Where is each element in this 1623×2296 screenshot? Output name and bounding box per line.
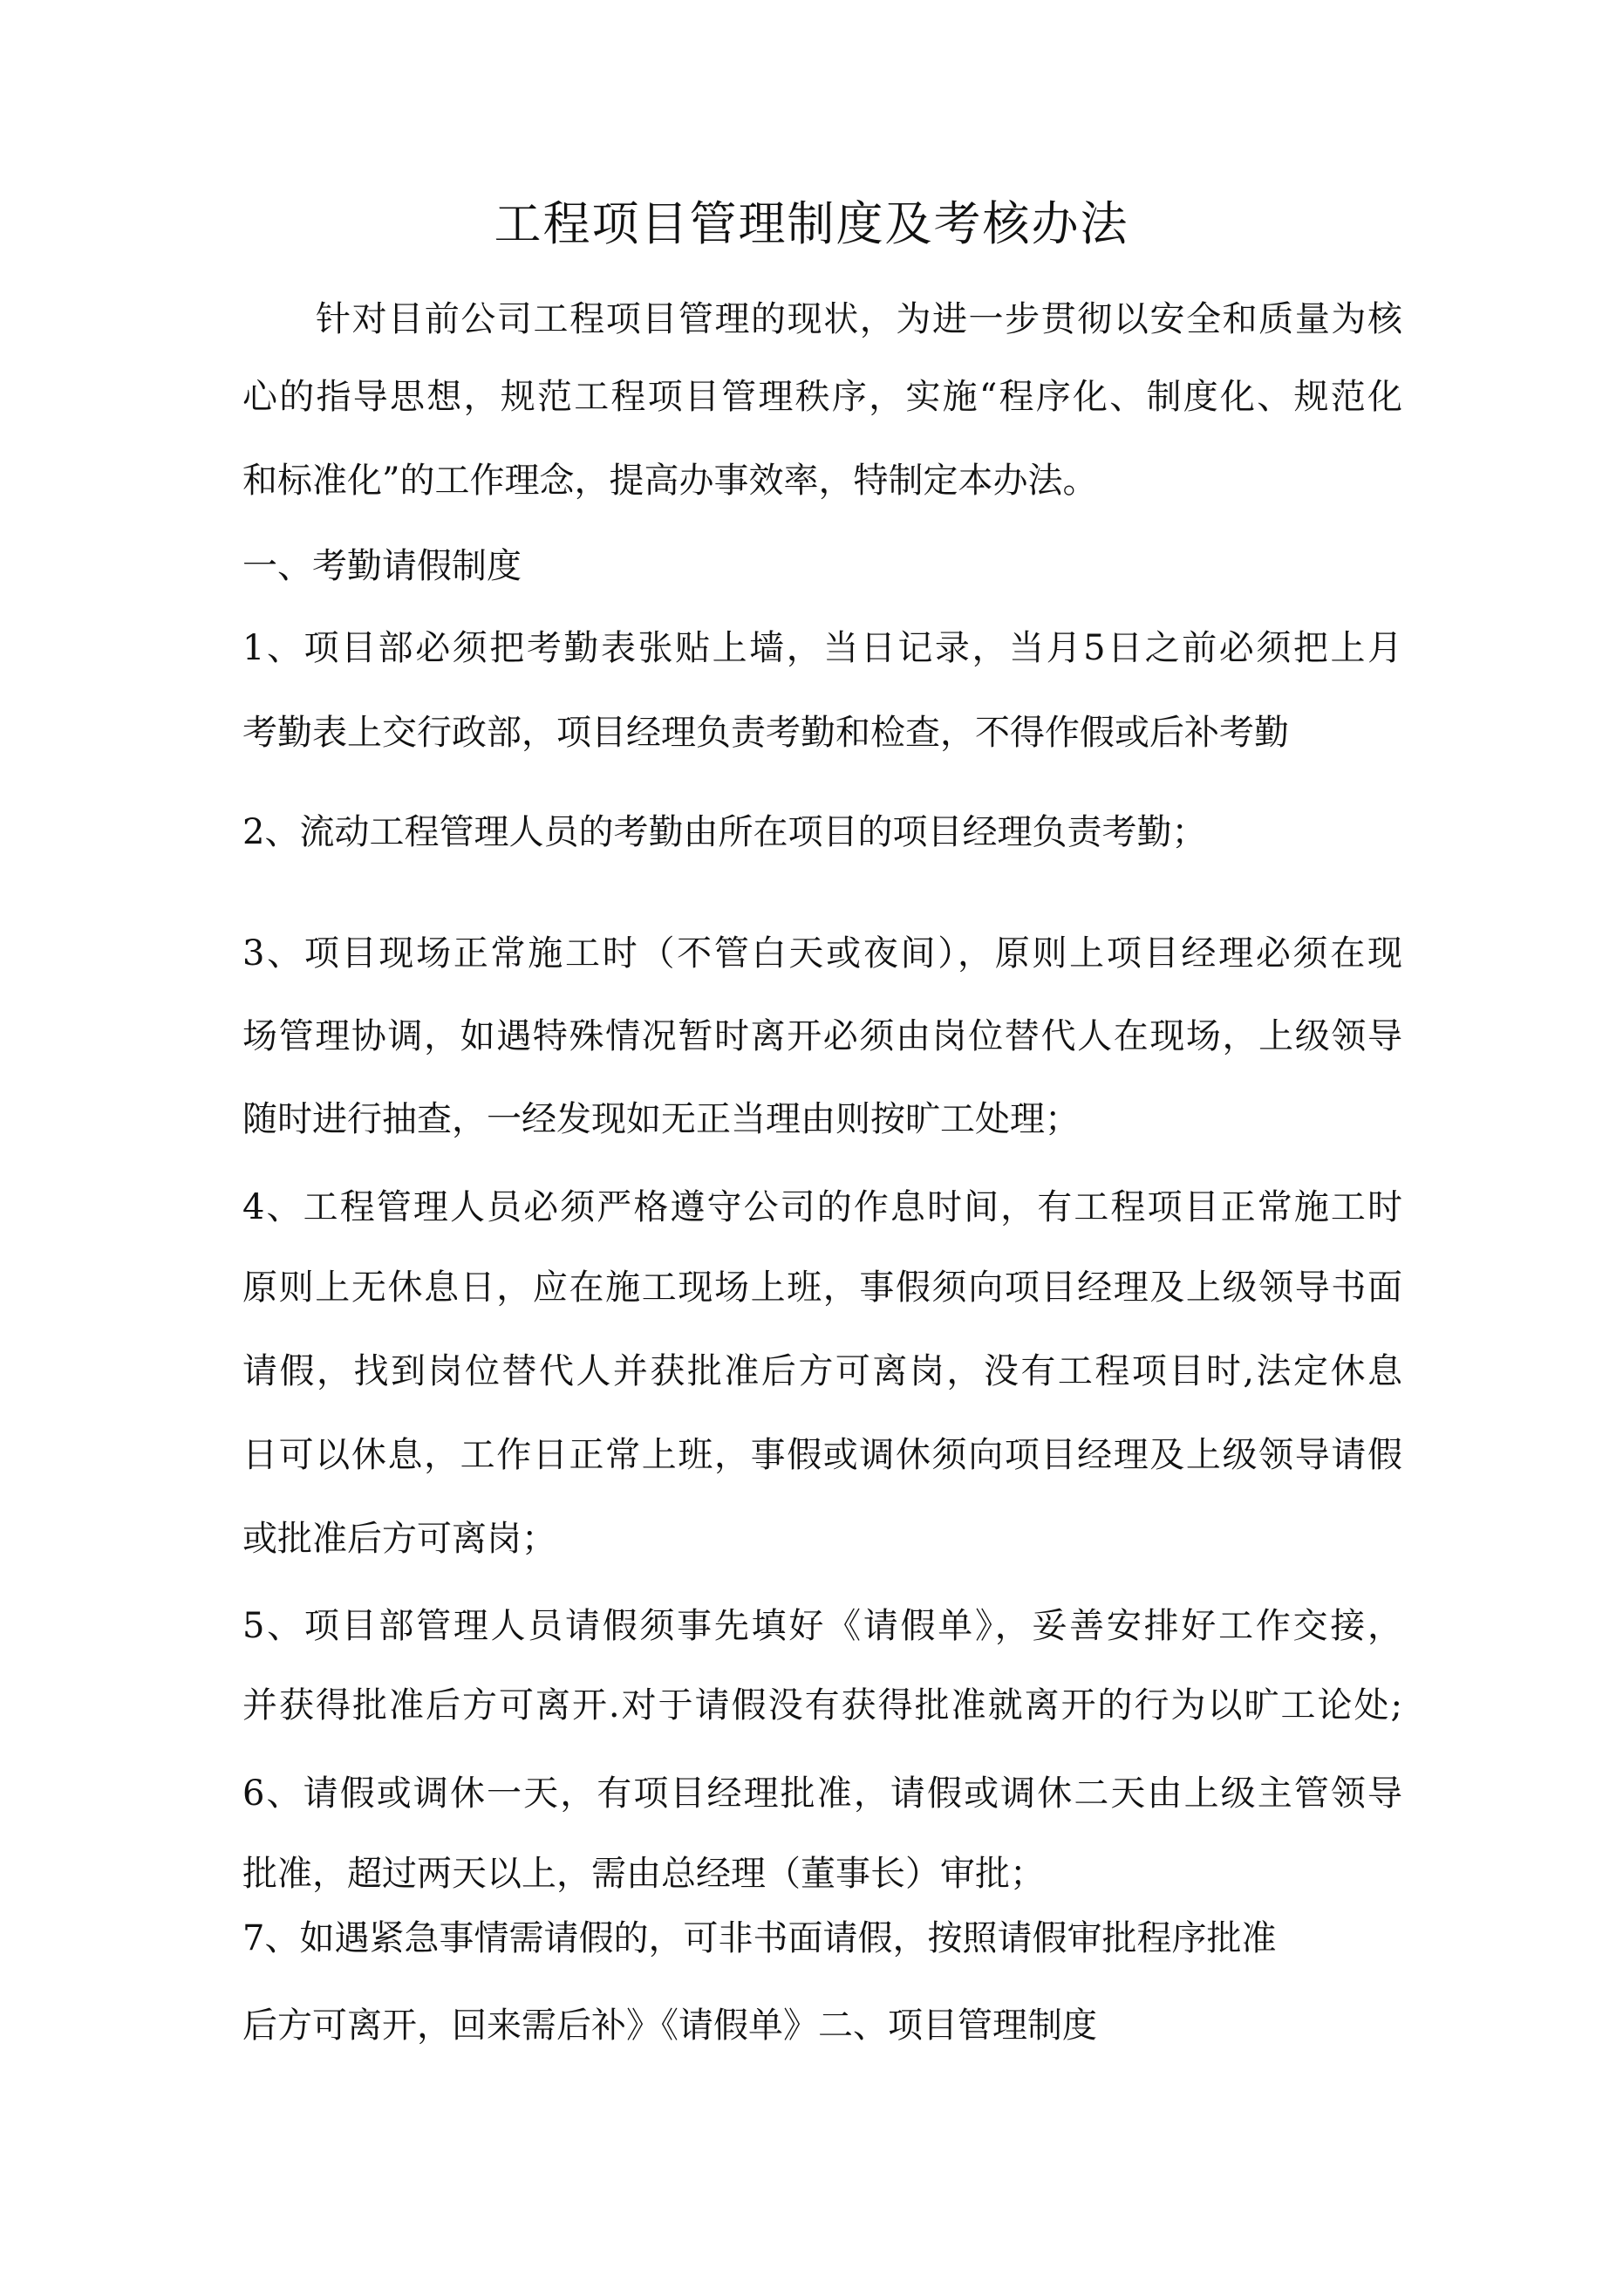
list-item-line: 日可以休息，工作日正常上班，事假或调休须向项目经理及上级领导请假 <box>242 1435 1402 1475</box>
list-item-line: 后方可离开，回来需后补》《请假单》二、项目管理制度 <box>242 2006 1097 2046</box>
list-item-line: 并获得批准后方可离开.对于请假没有获得批准就离开的行为以旷工论处; <box>242 1685 1402 1725</box>
list-item-line: 3、项目现场正常施工时（不管白天或夜间），原则上项目经理必须在现 <box>242 933 1402 974</box>
list-item-line: 5、项目部管理人员请假须事先填好《请假单》，妥善安排好工作交接， <box>242 1606 1402 1646</box>
list-item-line: 请假，找到岗位替代人并获批准后方可离岗，没有工程项目时,法定休息 <box>242 1351 1402 1391</box>
section-heading: 一、考勤请假制度 <box>242 546 522 586</box>
paragraph-line: 心的指导思想，规范工程项目管理秩序，实施“程序化、制度化、规范化 <box>242 377 1402 417</box>
list-item-line: 随时进行抽查，一经发现如无正当理由则按旷工处理； <box>242 1099 1080 1139</box>
document-title: 工程项目管理制度及考核办法 <box>494 196 1129 251</box>
list-item-line: 原则上无休息日，应在施工现场上班，事假须向项目经理及上级领导书面 <box>242 1268 1402 1308</box>
list-item-line: 6、请假或调休一天，有项目经理批准，请假或调休二天由上级主管领导 <box>242 1773 1402 1814</box>
paragraph-line: 和标准化”的工作理念，提高办事效率，特制定本办法。 <box>242 461 1098 501</box>
list-item-line: 7、如遇紧急事情需请假的，可非书面请假，按照请假审批程序批准 <box>242 1918 1277 1958</box>
list-item-line: 或批准后方可离岗； <box>242 1519 556 1559</box>
list-item-line: 场管理协调，如遇特殊情况暂时离开必须由岗位替代人在现场，上级领导 <box>242 1016 1402 1056</box>
list-item-line: 4、工程管理人员必须严格遵守公司的作息时间，有工程项目正常施工时 <box>242 1187 1402 1227</box>
list-item-line: 考勤表上交行政部，项目经理负责考勤和检查，不得作假或后补考勤 <box>242 713 1289 753</box>
list-item-line: 2、流动工程管理人员的考勤由所在项目的项目经理负责考勤； <box>242 812 1207 852</box>
list-item-line: 批准，超过两天以上，需由总经理（董事长）审批； <box>242 1854 1045 1894</box>
paragraph-line: 针对目前公司工程项目管理的现状，为进一步贯彻以安全和质量为核 <box>316 299 1402 339</box>
list-item-line: 1、项目部必须把考勤表张贴上墙，当日记录，当月5日之前必须把上月 <box>242 628 1402 668</box>
